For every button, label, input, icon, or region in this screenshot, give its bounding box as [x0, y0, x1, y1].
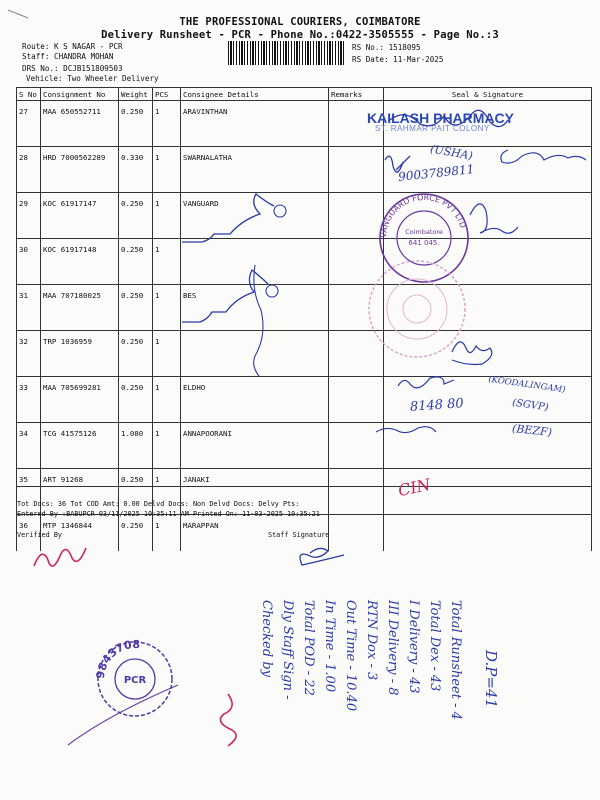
runsheet-summary — [256, 600, 466, 720]
hand-sgvp: (SGVP) — [511, 397, 550, 414]
cell-consignment: MAA 705699281 — [41, 377, 119, 423]
staff-label: Staff: CHANDRA MOHAN — [22, 52, 114, 61]
vanguard-stamp-city: Coimbatore — [405, 228, 443, 236]
hand-phone-2: 8148 80 — [409, 396, 465, 415]
cell-consignee: JANAKI — [181, 469, 329, 515]
cell-pcs: 1 — [153, 331, 181, 377]
faint-round-stamp — [366, 258, 468, 360]
cell-weight: 0.250 — [119, 469, 153, 515]
cell-pcs: 1 — [153, 239, 181, 285]
summary-line: In Time - 1.00 — [322, 600, 337, 693]
table-row — [17, 423, 592, 469]
drs-number: DRS No.: DCJB151809503 — [22, 64, 123, 73]
cell-remarks — [329, 377, 384, 423]
cell-weight: 0.250 — [119, 239, 153, 285]
cell-weight: 0.250 — [119, 515, 153, 552]
pcr-stamp-number: 9843708 — [94, 638, 141, 680]
cell-sno: 32 — [17, 331, 41, 377]
cell-sno: 29 — [17, 193, 41, 239]
cell-consignee: BES — [181, 285, 329, 331]
cell-consignment: MAA 650552711 — [41, 101, 119, 147]
vehicle-label: Vehicle: Two Wheeler Delivery — [26, 74, 159, 83]
cell-weight: 0.250 — [119, 331, 153, 377]
summary-line: III Delivery - 8 — [385, 600, 400, 696]
table-row — [17, 193, 592, 239]
cell-consignment: MAA 707180025 — [41, 285, 119, 331]
barcode — [228, 41, 344, 65]
cell-consignee — [181, 239, 329, 285]
cell-consignee: SWARNALATHA — [181, 147, 329, 193]
col-sno: S No — [17, 88, 41, 101]
cell-pcs: 1 — [153, 101, 181, 147]
cell-sno: 36 — [17, 515, 41, 552]
cell-weight: 0.250 — [119, 101, 153, 147]
summary-line: Total POD - 22 — [301, 600, 316, 696]
summary-line: Total Runsheet - 4 — [448, 600, 463, 720]
vanguard-stamp-ring-text: VANGUARD FORCE PVT LTD — [378, 192, 468, 239]
table-row — [17, 239, 592, 285]
kailash-stamp-name: KAILASH PHARMACY — [367, 110, 514, 126]
cell-consignee: ELDHO — [181, 377, 329, 423]
hand-kodalingam: (KOODALINGAM) — [487, 374, 567, 396]
cell-sno: 27 — [17, 101, 41, 147]
cell-weight: 1.080 — [119, 423, 153, 469]
cell-pcs: 1 — [153, 193, 181, 239]
cell-remarks — [329, 515, 384, 552]
cell-pcs: 1 — [153, 515, 181, 552]
cell-consignment: ART 91268 — [41, 469, 119, 515]
pcr-stamp — [94, 638, 176, 720]
cell-weight: 0.250 — [119, 377, 153, 423]
cell-remarks — [329, 469, 384, 515]
cell-consignee: ANNAPOORANI — [181, 423, 329, 469]
company-title: THE PROFESSIONAL COURIERS, COIMBATORE — [179, 16, 421, 28]
entered-by-line: Entered By :BABUPCR 03/11/2025 10:35:11 AM Printed On: 11-03-2025 10:35:21 — [17, 510, 320, 518]
cell-consignment: HRD 7000562289 — [41, 147, 119, 193]
cell-sno: 30 — [17, 239, 41, 285]
verified-by-initials — [30, 538, 90, 578]
staff-signature-label: Staff Signature — [268, 531, 330, 539]
table-bottom-rule — [16, 486, 592, 487]
hand-dp-count: D.P=41 — [482, 650, 500, 709]
col-remarks: Remarks — [329, 88, 384, 101]
cell-sno: 35 — [17, 469, 41, 515]
table-row — [17, 331, 592, 377]
cell-weight: 0.330 — [119, 147, 153, 193]
cell-consignee: ARAVINTHAN — [181, 101, 329, 147]
hand-usha: (USHA) — [429, 142, 474, 163]
cell-consignment: TCG 41575126 — [41, 423, 119, 469]
cell-consignee: VANGUARD — [181, 193, 329, 239]
cell-consignment: KOC 61917148 — [41, 239, 119, 285]
col-pcs: PCS — [153, 88, 181, 101]
verified-by-label: Verified By — [17, 531, 63, 539]
table-row — [17, 147, 592, 193]
cell-signature — [384, 423, 592, 469]
cell-consignee: MARAPPAN — [181, 515, 329, 552]
cell-pcs: 1 — [153, 423, 181, 469]
cell-signature — [384, 515, 592, 552]
cell-weight: 0.250 — [119, 285, 153, 331]
rs-date: RS Date: 11-Mar-2025 — [352, 55, 444, 64]
cell-pcs: 1 — [153, 147, 181, 193]
vanguard-stamp-pin: 641 045. — [408, 239, 440, 247]
route-label: Route: K S NAGAR - PCR — [22, 42, 123, 51]
hand-bezf: (BEZF) — [511, 421, 553, 440]
cell-pcs: 1 — [153, 377, 181, 423]
cell-sno: 34 — [17, 423, 41, 469]
cell-pcs: 1 — [153, 285, 181, 331]
summary-line: Out Time - 10.40 — [343, 600, 358, 712]
totals-line: Tot Docs: 36 Tot COD Amt: 0.00 Delvd Docs: Non Delvd Docs: Delvy Pts: — [17, 500, 300, 508]
col-consignment: Consignment No — [41, 88, 119, 101]
cell-consignee — [181, 331, 329, 377]
cell-sno: 31 — [17, 285, 41, 331]
runsheet-table — [16, 87, 592, 551]
summary-line: I Delivery - 43 — [406, 600, 421, 694]
pcr-stamp-center: PCR — [123, 675, 147, 686]
rs-number: RS No.: 1518095 — [352, 43, 421, 52]
cell-weight: 0.250 — [119, 193, 153, 239]
table-row — [17, 285, 592, 331]
kailash-stamp-address: ST. RAHMAR PAIT COLONY — [375, 124, 490, 133]
cell-pcs: 1 — [153, 469, 181, 515]
col-weight: Weight — [119, 88, 153, 101]
runsheet-subtitle: Delivery Runsheet - PCR - Phone No.:0422-3505555 - Page No.:3 — [101, 29, 499, 41]
col-seal-signature: Seal & Signature — [384, 88, 592, 101]
table-header-row — [17, 88, 592, 101]
checked-by-initials — [208, 690, 248, 750]
cell-consignment: TRP 1036959 — [41, 331, 119, 377]
col-consignee: Consignee Details — [181, 88, 329, 101]
cell-remarks — [329, 147, 384, 193]
summary-line: Checked by — [259, 600, 274, 677]
hand-cin: CIN — [396, 474, 433, 501]
cell-remarks — [329, 423, 384, 469]
hand-phone-1: 9003789811 — [397, 162, 475, 184]
summary-line: Dly Staff Sign - — [280, 600, 295, 700]
cell-sno: 33 — [17, 377, 41, 423]
cell-consignment: MTP 1346844 — [41, 515, 119, 552]
cell-consignment: KOC 61917147 — [41, 193, 119, 239]
cell-sno: 28 — [17, 147, 41, 193]
summary-line: RTN Dox - 3 — [364, 600, 379, 681]
summary-line: Total Dex - 43 — [427, 600, 442, 692]
